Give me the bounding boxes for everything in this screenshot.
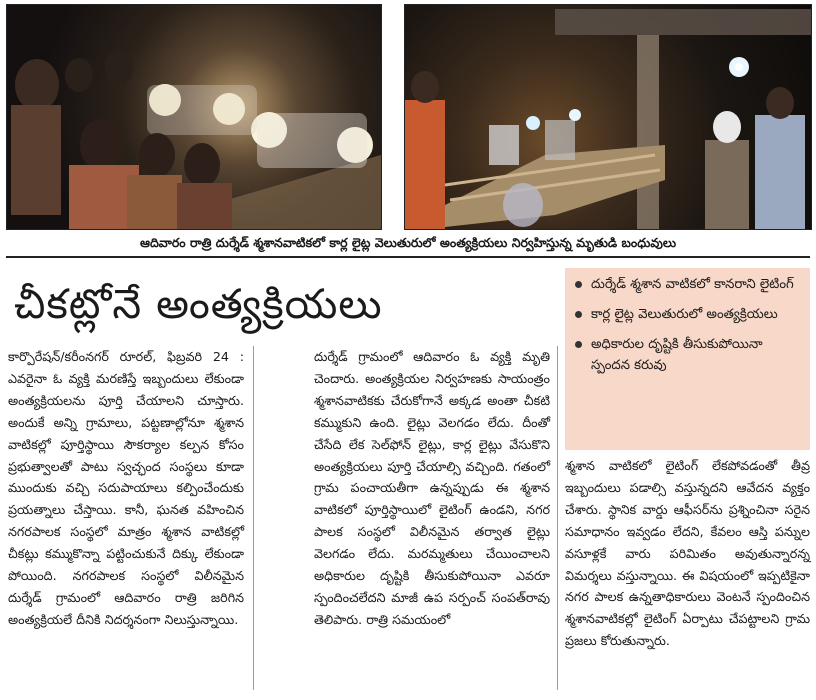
photo-cremation-pyre [404, 4, 812, 230]
body-text: దుర్శేడ్ గ్రామంలో ఆదివారం ఓ వ్యక్తి మృతి చెందారు. అంత్యక్రియల నిర్వహణకు సాయంత్రం శ్మశానవాటికకు చేరుకోగానే అక్కడ అంతా చీకటి కమ్ముకుని ఉంది. లైట్లు వెలగడం లేదు. దీంతో చేసేది లేక సెల్‌ఫోన్ లైట్లు, కార్ల లైట్లు వేసుకొని అంత్యక్రియలు పూర్తి చేయాల్సి వచ్చింది. గతంలో గ్రామ పంచాయతీగా ఉన్నప్పుడు ఈ శ్మశాన వాటికలో పూర్తిస్థాయిలో లైటింగ్ ఉండని, నగర పాలక సంస్థలో విలీనమైన తర్వాత లైట్లు వెలగడం లేదు. మరమ్మతులు చేయించాలని అధికారుల దృష్టికి తీసుకుపోయినా ఎవరూ స్పందించలేదని మాజీ ఉప సర్పంచ్ సంపత్‌రావు తెలిపారు. రాత్రి సమయంలో [314, 349, 550, 627]
bullet-icon [575, 311, 582, 318]
bullet-icon [575, 281, 582, 288]
caption-divider [6, 256, 810, 258]
article-column-1 [8, 346, 244, 631]
highlight-text: అధికారుల దృష్టికి తీసుకుపోయినా స్పందన కరువు [591, 337, 763, 373]
column-divider [253, 346, 254, 690]
highlight-text: కార్ల లైట్ల వెలుతురులో అంత్యక్రియలు [591, 307, 778, 322]
body-text: శ్మశాన వాటికలో లైటింగ్ లేకపోవడంతో తీవ్ర ఇబ్బందులు పడాల్సి వస్తున్నదని ఆవేదన వ్యక్తం చేశారు. స్థానిక వార్డు ఆఫీసర్‌ను ప్రశ్నించినా సరైన సమాధానం ఇవ్వడం లేదని, కేవలం ఆస్తి పన్నుల వసూళ్లకే వారు పరిమితం అవుతున్నారన్న విమర్శలు వస్తున్నాయి. ఈ విషయంలో ఇప్పటికైనా నగర పాలక ఉన్నతాధికారులు వెంటనే స్పందించిన శ్మశానవాటికల్లో లైటింగ్ ఏర్పాటు చేపట్టాలని గ్రామ ప్రజలు కోరుతున్నారు. [565, 458, 810, 649]
article-column-2 [314, 346, 550, 631]
highlight-item [573, 334, 802, 376]
photo-caption: ఆదివారం రాత్రి దుర్శేడ్ శ్మశానవాటికలో కార్ల లైట్ల వెలుతురులో అంత్యక్రియలు నిర్వహిస్తున్న మృతుడి బంధువులు [139, 235, 677, 250]
highlight-item [573, 304, 802, 325]
column-divider [557, 346, 558, 690]
highlights-box [565, 268, 810, 450]
highlight-text: దుర్శేడ్ శ్మశాన వాటికలో కానరాని లైటింగ్ [591, 277, 794, 292]
photo-mourners-car-lights [6, 4, 382, 230]
article-headline: చీకట్లోనే అంత్యక్రియలు [14, 280, 383, 328]
bullet-icon [575, 341, 582, 348]
highlight-item [573, 274, 802, 295]
article-column-3 [565, 455, 810, 652]
body-text: కార్పొరేషన్/కరీంనగర్ రూరల్, ఫిబ్రవరి 24 : ఎవరైనా ఓ వ్యక్తి మరణిస్తే ఇబ్బందులు లేకుండా అంత్యక్రియలను పూర్తి చేయాలని చూస్తారు. అందుకే అన్ని గ్రామాలు, పట్టణాల్లోనూ శ్మశాన వాటికల్లో పూర్తిస్థాయి సౌకర్యాల కల్పన కోసం ప్రభుత్వాలతో పాటు స్వచ్ఛంద సంస్థలు కూడా ముందుకు వచ్చి సదుపాయాలు కల్పించేందుకు ప్రయత్నాలు చేస్తాయి. కానీ, ఘనత వహించిన నగరపాలక సంస్థలో మాత్రం శ్మశాన వాటికల్లో చీకట్లు కమ్ముకొన్నా పట్టించుకునే దిక్కు లేకుండా పోయింది. నగరపాలక సంస్థలో విలీనమైన దుర్శేడ్ గ్రామంలో ఆదివారం రాత్రి జరిగిన అంత్యక్రియలే దీనికి నిదర్శనంగా నిలుస్తున్నాయి. [8, 349, 244, 627]
